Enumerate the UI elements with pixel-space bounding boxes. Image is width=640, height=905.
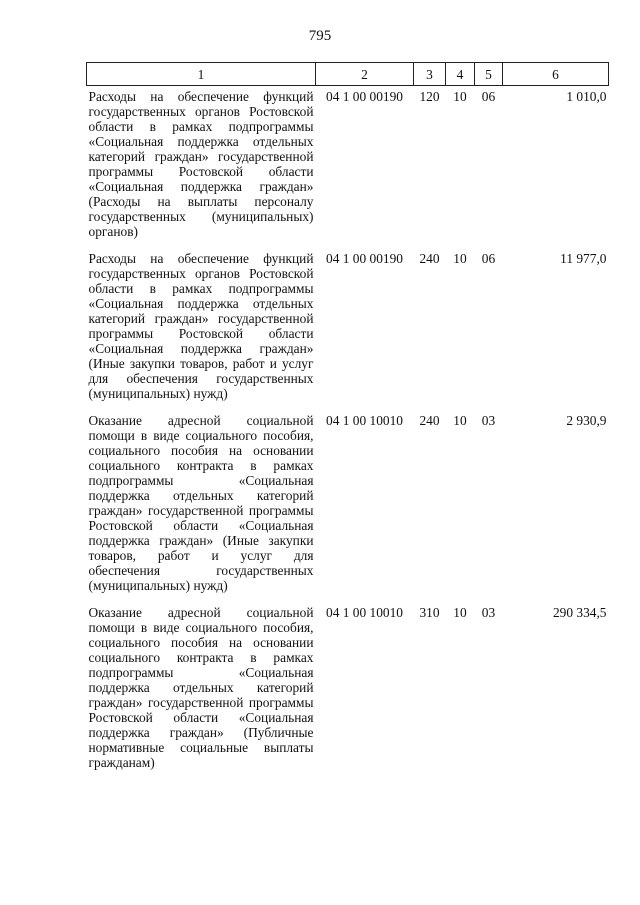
target-article-code: 04 1 00 00190 [326, 251, 403, 266]
target-article-code: 04 1 00 00190 [326, 89, 403, 104]
expense-type-code: 240 [419, 251, 440, 266]
amount: 1 010,0 [566, 89, 607, 104]
table-row [87, 86, 609, 249]
section-code: 10 [453, 89, 467, 104]
column-header-2: 2 [316, 63, 414, 86]
amount: 290 334,5 [552, 605, 607, 620]
section-code: 10 [453, 605, 467, 620]
table-row [87, 410, 609, 602]
column-header-1: 1 [87, 63, 316, 86]
column-header-3: 3 [414, 63, 446, 86]
column-header-5: 5 [475, 63, 503, 86]
subsection-code: 03 [481, 413, 496, 428]
header-row [87, 63, 609, 86]
target-article-code: 04 1 00 10010 [326, 413, 403, 428]
column-header-6: 6 [503, 63, 609, 86]
target-article-code: 04 1 00 10010 [326, 605, 403, 620]
expense-description: Расходы на обеспечение функций государственных органов Ростовской области в рамках подпрограммы «Социальная поддержка отдельных категорий граждан» государственной программы Ростовской области «Социальная поддержка граждан» (Расходы на выплаты персоналу государственных (муниципальных) органов) [88, 89, 314, 239]
section-code: 10 [453, 413, 467, 428]
subsection-code: 06 [481, 251, 496, 266]
amount: 2 930,9 [566, 413, 607, 428]
amount: 11 977,0 [560, 251, 607, 266]
expense-type-code: 310 [419, 605, 440, 620]
expense-type-code: 240 [419, 413, 440, 428]
column-header-4: 4 [446, 63, 475, 86]
subsection-code: 03 [481, 605, 496, 620]
page-number: 795 [308, 28, 332, 44]
expense-description: Расходы на обеспечение функций государственных органов Ростовской области в рамках подпрограммы «Социальная поддержка отдельных категорий граждан» государственной программы Ростовской области «Социальная поддержка граждан» (Иные закупки товаров, работ и услуг для обеспечения государственных (муниципальных) нужд) [88, 251, 314, 401]
section-code: 10 [453, 251, 467, 266]
subsection-code: 06 [481, 89, 496, 104]
table-row [87, 602, 609, 779]
budget-table [86, 62, 609, 779]
expense-type-code: 120 [419, 89, 440, 104]
table-row [87, 248, 609, 410]
expense-description: Оказание адресной социальной помощи в виде социального пособия, социального пособия на основании социального контракта в рамках подпрограммы «Социальная поддержка отдельных категорий граждан» государственной программы Ростовской области «Социальная поддержка граждан» (Иные закупки товаров, работ и услуг для обеспечения государственных (муниципальных) нужд) [88, 413, 314, 593]
expense-description: Оказание адресной социальной помощи в виде социального пособия, социального пособия на основании социального контракта в рамках подпрограммы «Социальная поддержка отдельных категорий граждан» государственной программы Ростовской области «Социальная поддержка граждан» (Публичные нормативные социальные выплаты гражданам) [88, 605, 314, 770]
